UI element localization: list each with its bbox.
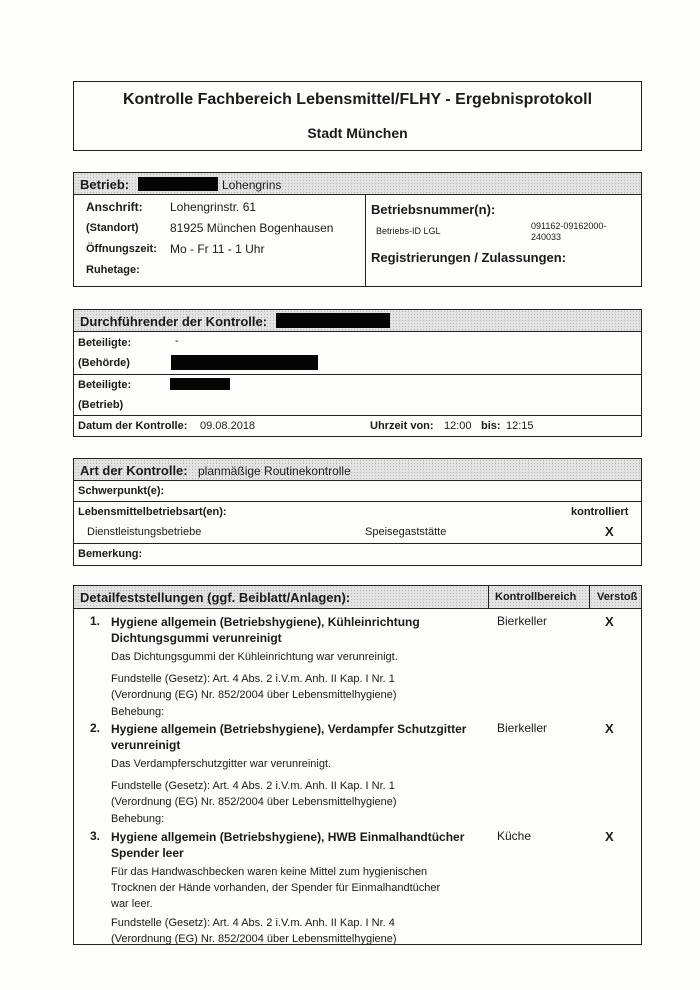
finding-behebung: Behebung: <box>111 813 165 825</box>
redaction-bar <box>138 177 218 191</box>
details-box <box>73 585 642 945</box>
beteiligte-betrieb-label: Beteiligte: <box>78 379 132 391</box>
finding-verstoss: X <box>605 829 614 844</box>
durchfuehrender-label: Durchführender der Kontrolle: <box>80 314 268 329</box>
finding-title: Hygiene allgemein (Betriebshygiene), Verdampfer Schutzgitter verunreinigt <box>111 722 467 752</box>
finding-item <box>74 721 641 825</box>
betrieb-label: Betrieb: <box>80 177 130 192</box>
finding-fundstelle: Fundstelle (Gesetz): Art. 4 Abs. 2 i.V.m. Anh. II Kap. I Nr. 1 (Verordnung (EG) Nr. 852/2004 über Lebensmittelhygiene) <box>111 673 397 701</box>
betrieb-paren-label: (Betrieb) <box>78 399 124 411</box>
oeffnungszeit-label: Öffnungszeit: <box>86 243 157 255</box>
art-value: planmäßige Routinekontrolle <box>198 464 351 478</box>
beteiligte-behoerde-dash: - <box>175 335 179 347</box>
uhrzeit-bis-value: 12:15 <box>506 420 534 432</box>
redaction-bar <box>170 378 230 390</box>
oeffnungszeit-value: Mo - Fr 11 - 1 Uhr <box>170 242 265 256</box>
betriebsart-2: Speisegaststätte <box>365 526 447 538</box>
beteiligte-behoerde-label: Beteiligte: <box>78 337 132 349</box>
uhrzeit-bis-label: bis: <box>481 420 501 432</box>
behoerde-label: (Behörde) <box>78 357 130 369</box>
col-verstoss: Verstoß <box>597 591 638 603</box>
betriebs-id-label: Betriebs-ID LGL <box>376 226 441 236</box>
betriebs-id-value: 091162-09162000-240033 <box>531 221 607 242</box>
finding-title: Hygiene allgemein (Betriebshygiene), Kühleinrichtung Dichtungsgummi verunreinigt <box>111 615 420 645</box>
redaction-bar <box>276 313 390 328</box>
finding-item <box>74 614 641 718</box>
betrieb-name: Lohengrins <box>222 178 282 192</box>
schwerpunkt-label: Schwerpunkt(e): <box>78 485 165 497</box>
art-label: Art der Kontrolle: <box>80 463 188 478</box>
datum-label: Datum der Kontrolle: <box>78 420 188 432</box>
finding-fundstelle: Fundstelle (Gesetz): Art. 4 Abs. 2 i.V.m. Anh. II Kap. I Nr. 1 (Verordnung (EG) Nr. 852/2004 über Lebensmittelhygiene) <box>111 780 397 808</box>
uhrzeit-von-value: 12:00 <box>444 420 472 432</box>
finding-description: Das Verdampferschutzgitter war verunreinigt. <box>111 758 332 770</box>
registrierungen-label: Registrierungen / Zulassungen: <box>371 250 567 265</box>
redaction-bar <box>171 355 318 370</box>
art-box <box>73 458 642 566</box>
bemerkung-label: Bemerkung: <box>78 548 143 560</box>
standort-value: 81925 München Bogenhausen <box>170 221 334 235</box>
uhrzeit-von-label: Uhrzeit von: <box>370 420 434 432</box>
kontrolliert-mark: X <box>605 524 614 539</box>
finding-verstoss: X <box>605 721 614 736</box>
finding-fundstelle: Fundstelle (Gesetz): Art. 4 Abs. 2 i.V.m. Anh. II Kap. I Nr. 4 (Verordnung (EG) Nr. 852/2004 über Lebensmittelhygiene) <box>111 917 397 945</box>
anschrift-label: Anschrift: <box>86 200 143 214</box>
finding-title: Hygiene allgemein (Betriebshygiene), HWB Einmalhandtücher Spender leer <box>111 830 465 860</box>
betriebsart-label: Lebensmittelbetriebsart(en): <box>78 506 227 518</box>
betriebsart-1: Dienstleistungsbetriebe <box>87 526 202 538</box>
finding-description: Das Dichtungsgummi der Kühleinrichtung war verunreinigt. <box>111 651 398 663</box>
kontrolliert-label: kontrolliert <box>571 506 629 518</box>
durchfuehrung-box <box>73 309 642 437</box>
betriebsnummer-label: Betriebsnummer(n): <box>371 202 496 217</box>
finding-description: Für das Handwaschbecken waren keine Mittel zum hygienischen Trocknen der Hände vorhanden, der Spender für Einmalhandtücher war leer. <box>111 866 441 910</box>
finding-verstoss: X <box>605 614 614 629</box>
page-subtitle: Stadt München <box>307 125 408 141</box>
finding-behebung: Behebung: <box>111 706 165 718</box>
ruhetage-label: Ruhetage: <box>86 264 140 276</box>
finding-item <box>74 829 641 945</box>
datum-value: 09.08.2018 <box>200 420 256 432</box>
page-title: Kontrolle Fachbereich Lebensmittel/FLHY - Ergebnisprotokoll <box>122 91 593 108</box>
col-kontrollbereich: Kontrollbereich <box>495 591 577 603</box>
finding-number: 2. <box>90 721 101 735</box>
finding-bereich: Küche <box>497 829 532 843</box>
standort-label: (Standort) <box>86 222 139 234</box>
anschrift-value: Lohengrinstr. 61 <box>170 200 257 214</box>
betrieb-box <box>73 172 642 287</box>
header-box <box>73 81 642 151</box>
finding-bereich: Bierkeller <box>497 614 548 628</box>
finding-bereich: Bierkeller <box>497 721 548 735</box>
finding-number: 3. <box>90 829 101 843</box>
finding-number: 1. <box>90 614 101 628</box>
details-label: Detailfeststellungen (ggf. Beiblatt/Anlagen): <box>80 590 351 605</box>
